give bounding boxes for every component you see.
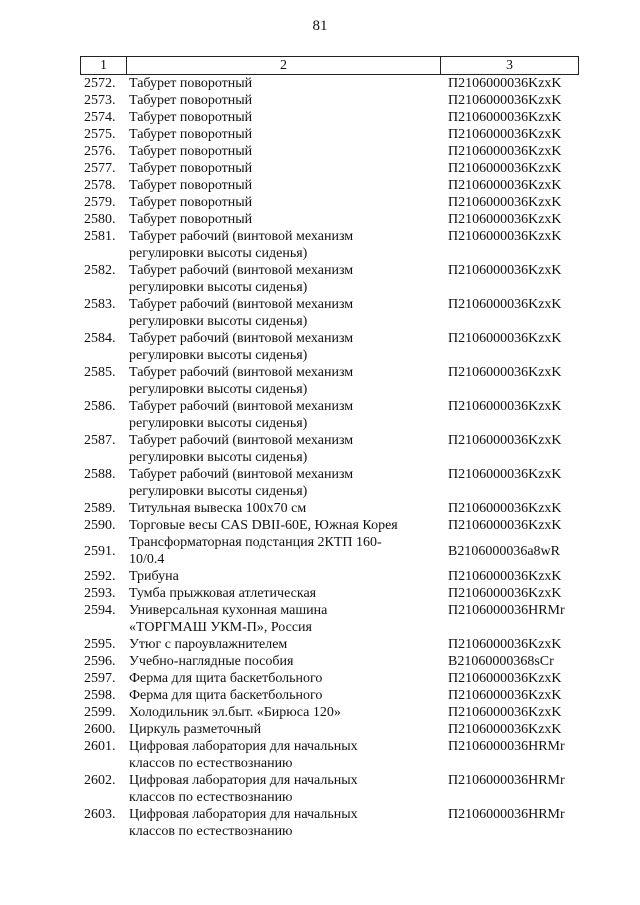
inventory-code: П2106000036KzxK [448, 331, 562, 346]
item-name: Табурет рабочий (винтовой механизм [129, 467, 354, 482]
item-name: Утюг с пароувлажнителем [129, 637, 288, 652]
item-name: Ферма для щита баскетбольного [129, 688, 323, 703]
table-row [80, 704, 579, 721]
inventory-code: П2106000036KzxK [448, 569, 562, 584]
item-name: Табурет рабочий (винтовой механизм [129, 297, 354, 312]
row-number: 2599. [84, 705, 116, 720]
item-name-cell [128, 177, 444, 194]
row-number: 2596. [84, 654, 116, 669]
inventory-code: П2106000036KzxK [448, 501, 562, 516]
table-body [80, 75, 579, 840]
inventory-code: П2106000036KzxK [448, 399, 562, 414]
inventory-code: П2106000036HRMr [448, 603, 565, 618]
item-name: Тумба прыжковая атлетическая [129, 586, 317, 601]
column-header-number: 1 [81, 57, 127, 74]
item-name-cell [128, 721, 444, 738]
item-name: Табурет рабочий (винтовой механизм [129, 433, 354, 448]
item-name: Табурет поворотный [129, 144, 253, 159]
item-name-continued: регулировки высоты сиденья) [129, 416, 308, 431]
item-name-cell [128, 160, 444, 177]
item-name: Табурет рабочий (винтовой механизм [129, 229, 354, 244]
item-name: Торговые весы CAS DBII-60E, Южная Корея [129, 518, 398, 533]
item-name-continued: классов по естествознанию [129, 790, 293, 805]
table-row [80, 364, 579, 398]
inventory-code: В21060000368sCr [448, 654, 554, 669]
inventory-code: П2106000036KzxK [448, 637, 562, 652]
row-number: 2585. [84, 365, 116, 380]
item-name-cell [128, 466, 444, 500]
table-row [80, 636, 579, 653]
table-row [80, 738, 579, 772]
item-name-cell [128, 211, 444, 228]
table-row [80, 398, 579, 432]
item-name-cell [128, 772, 444, 806]
inventory-code: П2106000036KzxK [448, 433, 562, 448]
item-name-continued: регулировки высоты сиденья) [129, 484, 308, 499]
inventory-code: П2106000036KzxK [448, 195, 562, 210]
item-name-cell [128, 568, 444, 585]
item-name-cell [128, 500, 444, 517]
item-name-cell [128, 364, 444, 398]
table-row [80, 109, 579, 126]
item-name-cell [128, 330, 444, 364]
row-number: 2587. [84, 433, 116, 448]
inventory-code: П2106000036KzxK [448, 212, 562, 227]
column-header-name: 2 [127, 57, 441, 74]
row-number: 2592. [84, 569, 116, 584]
item-name-cell [128, 738, 444, 772]
item-name-continued: регулировки высоты сиденья) [129, 246, 308, 261]
table-row [80, 687, 579, 704]
inventory-code: П2106000036KzxK [448, 110, 562, 125]
row-number: 2581. [84, 229, 116, 244]
row-number: 2601. [84, 739, 116, 754]
item-name-cell [128, 398, 444, 432]
table-row [80, 568, 579, 585]
table-row [80, 602, 579, 636]
item-name-continued: классов по естествознанию [129, 756, 293, 771]
item-name-continued: «ТОРГМАШ УКМ-П», Россия [129, 620, 312, 635]
table-row [80, 194, 579, 211]
item-name-continued: регулировки высоты сиденья) [129, 348, 308, 363]
item-name: Табурет поворотный [129, 76, 253, 91]
item-name-cell [128, 670, 444, 687]
item-name-continued: регулировки высоты сиденья) [129, 450, 308, 465]
item-name: Табурет рабочий (винтовой механизм [129, 331, 354, 346]
item-name: Табурет рабочий (винтовой механизм [129, 263, 354, 278]
inventory-code: П2106000036KzxK [448, 178, 562, 193]
inventory-code: П2106000036KzxK [448, 518, 562, 533]
item-name-cell [128, 687, 444, 704]
inventory-code: П2106000036KzxK [448, 76, 562, 91]
table-row [80, 466, 579, 500]
item-name: Холодильник эл.быт. «Бирюса 120» [129, 705, 341, 720]
row-number: 2572. [84, 76, 116, 91]
item-name-cell [128, 109, 444, 126]
item-name: Учебно-наглядные пособия [129, 654, 294, 669]
inventory-code: П2106000036KzxK [448, 705, 562, 720]
item-name-continued: классов по естествознанию [129, 824, 293, 839]
row-number: 2577. [84, 161, 116, 176]
inventory-code: П2106000036KzxK [448, 161, 562, 176]
item-name-continued: регулировки высоты сиденья) [129, 280, 308, 295]
item-name-cell [128, 806, 444, 840]
item-name: Цифровая лаборатория для начальных [129, 739, 358, 754]
row-number: 2588. [84, 467, 116, 482]
inventory-code: П2106000036KzxK [448, 671, 562, 686]
item-name: Табурет поворотный [129, 110, 253, 125]
item-name: Табурет поворотный [129, 195, 253, 210]
item-name-continued: регулировки высоты сиденья) [129, 382, 308, 397]
row-number: 2595. [84, 637, 116, 652]
row-number: 2594. [84, 603, 116, 618]
row-number: 2576. [84, 144, 116, 159]
table-row [80, 228, 579, 262]
row-number: 2590. [84, 518, 116, 533]
inventory-code: П2106000036KzxK [448, 586, 562, 601]
table-row [80, 126, 579, 143]
column-header-code: 3 [506, 58, 513, 73]
table-row [80, 211, 579, 228]
item-name-cell [128, 585, 444, 602]
item-name-cell [128, 704, 444, 721]
table-row [80, 585, 579, 602]
item-name-cell [128, 262, 444, 296]
item-name: Табурет рабочий (винтовой механизм [129, 399, 354, 414]
inventory-table [80, 56, 579, 840]
row-number: 2574. [84, 110, 116, 125]
item-name: Ферма для щита баскетбольного [129, 671, 323, 686]
item-name: Трибуна [129, 569, 179, 584]
table-row [80, 160, 579, 177]
item-name-cell [128, 602, 444, 636]
inventory-code: П2106000036KzxK [448, 688, 562, 703]
row-number: 2579. [84, 195, 116, 210]
table-row [80, 330, 579, 364]
table-row [80, 143, 579, 160]
item-name-cell [128, 534, 444, 568]
item-name: Табурет поворотный [129, 212, 253, 227]
inventory-code: П2106000036HRMr [448, 807, 565, 822]
item-name-cell [128, 228, 444, 262]
table-row [80, 296, 579, 330]
item-name: Табурет поворотный [129, 161, 253, 176]
item-name: Цифровая лаборатория для начальных [129, 807, 358, 822]
item-name: Табурет поворотный [129, 127, 253, 142]
item-name: Табурет рабочий (винтовой механизм [129, 365, 354, 380]
row-number: 2578. [84, 178, 116, 193]
inventory-code: П2106000036KzxK [448, 365, 562, 380]
item-name-cell [128, 92, 444, 109]
table-row [80, 721, 579, 738]
row-number: 2593. [84, 586, 116, 601]
inventory-code: П2106000036KzxK [448, 93, 562, 108]
row-number: 2573. [84, 93, 116, 108]
table-row [80, 772, 579, 806]
row-number: 2583. [84, 297, 116, 312]
table-row [80, 75, 579, 92]
table-row [80, 177, 579, 194]
item-name: Цифровая лаборатория для начальных [129, 773, 358, 788]
row-number: 2602. [84, 773, 116, 788]
inventory-code: П2106000036KzxK [448, 263, 562, 278]
row-number: 2580. [84, 212, 116, 227]
row-number: 2603. [84, 807, 116, 822]
row-number: 2597. [84, 671, 116, 686]
item-name-cell [128, 636, 444, 653]
item-name: Трансформаторная подстанция 2КТП 160- [129, 535, 382, 550]
row-number: 2598. [84, 688, 116, 703]
inventory-code: П2106000036KzxK [448, 127, 562, 142]
inventory-code: П2106000036KzxK [448, 722, 562, 737]
table-row [80, 670, 579, 687]
row-number: 2584. [84, 331, 116, 346]
item-name-cell [128, 75, 444, 92]
table-row [80, 653, 579, 670]
item-name-continued: 10/0.4 [129, 552, 165, 567]
item-name-cell [128, 296, 444, 330]
table-row [80, 432, 579, 466]
row-number: 2600. [84, 722, 116, 737]
item-name-cell [128, 126, 444, 143]
table-row [80, 534, 579, 568]
row-number: 2575. [84, 127, 116, 142]
item-name: Универсальная кухонная машина [129, 603, 328, 618]
item-name: Табурет поворотный [129, 93, 253, 108]
item-name-cell [128, 653, 444, 670]
item-name-cell [128, 432, 444, 466]
table-row [80, 806, 579, 840]
table-header [80, 56, 579, 75]
item-name-cell [128, 143, 444, 160]
item-name: Табурет поворотный [129, 178, 253, 193]
inventory-code: П2106000036KzxK [448, 297, 562, 312]
inventory-code: П2106000036KzxK [448, 144, 562, 159]
table-row [80, 262, 579, 296]
item-name-continued: регулировки высоты сиденья) [129, 314, 308, 329]
item-name-cell [128, 194, 444, 211]
inventory-code: П2106000036KzxK [448, 229, 562, 244]
table-row [80, 517, 579, 534]
inventory-code: В2106000036a8wR [448, 543, 560, 559]
inventory-code: П2106000036KzxK [448, 467, 562, 482]
item-name-cell [128, 517, 444, 534]
row-number: 2589. [84, 501, 116, 516]
item-name: Титульная вывеска 100х70 см [129, 501, 307, 516]
table-row [80, 92, 579, 109]
row-number: 2582. [84, 263, 116, 278]
item-name: Циркуль разметочный [129, 722, 262, 737]
inventory-code: П2106000036HRMr [448, 773, 565, 788]
inventory-code: П2106000036HRMr [448, 739, 565, 754]
row-number: 2586. [84, 399, 116, 414]
page-number: 81 [312, 18, 328, 34]
table-row [80, 500, 579, 517]
row-number: 2591. [84, 543, 116, 559]
